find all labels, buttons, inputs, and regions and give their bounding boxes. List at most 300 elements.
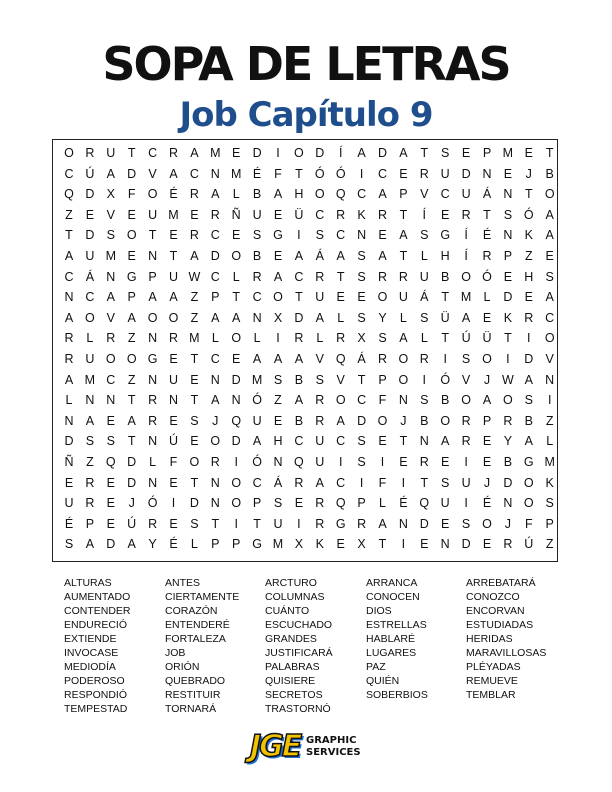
word-item: CUÁNTO <box>265 605 310 617</box>
grid-letter: O <box>294 146 304 160</box>
grid-letter: E <box>294 496 304 511</box>
word-item: PAZ <box>366 661 386 673</box>
grid-letter: A <box>545 228 554 243</box>
grid-letter: P <box>211 290 220 305</box>
grid-letter: A <box>106 290 115 305</box>
grid-letter: E <box>232 228 241 243</box>
grid-letter: R <box>377 207 388 222</box>
grid-letter: L <box>65 393 73 408</box>
grid-letter: U <box>252 413 262 428</box>
grid-letter: Á <box>85 269 95 284</box>
grid-letter: R <box>294 475 304 490</box>
grid-letter: M <box>105 249 116 263</box>
grid-letter: C <box>545 310 555 325</box>
grid-letter: M <box>168 207 179 222</box>
grid-letter: S <box>441 146 450 160</box>
grid-letter: T <box>378 537 387 552</box>
grid-letter: I <box>527 331 531 346</box>
grid-letter: L <box>211 331 219 346</box>
grid-letter: A <box>378 249 387 263</box>
grid-letter: Z <box>127 331 136 346</box>
logo-mark: JGE <box>250 729 301 764</box>
grid-letter: A <box>127 537 136 552</box>
word-column <box>466 576 576 702</box>
grid-letter: O <box>105 352 116 366</box>
grid-letter: N <box>148 372 158 387</box>
grid-letter: F <box>169 455 178 469</box>
grid-letter: E <box>503 269 513 284</box>
grid-letter: I <box>464 496 468 511</box>
grid-letter: E <box>545 249 554 263</box>
grid-letter: N <box>419 434 429 449</box>
grid-letter: Á <box>357 352 366 366</box>
grid-letter: R <box>315 413 325 428</box>
grid-letter: O <box>377 413 388 428</box>
grid-letter: D <box>294 310 304 325</box>
grid-letter: R <box>294 331 304 346</box>
word-item: ANTES <box>165 577 201 589</box>
grid-letter: Í <box>338 146 343 160</box>
grid-letter: Ó <box>314 166 325 181</box>
grid-letter: C <box>336 228 346 243</box>
word-item: CONOZCO <box>466 591 520 603</box>
grid-letter: A <box>378 187 387 202</box>
word-item: TORNARÁ <box>165 703 217 715</box>
grid-letter: Z <box>190 290 199 305</box>
grid-letter: S <box>190 413 199 428</box>
grid-letter: A <box>64 372 74 387</box>
grid-letter: O <box>273 290 283 305</box>
grid-letter: O <box>168 310 179 325</box>
grid-letter: P <box>482 146 492 160</box>
word-column <box>366 576 476 702</box>
grid-letter: R <box>419 352 429 366</box>
grid-letter: E <box>336 537 345 552</box>
grid-letter: A <box>545 290 554 305</box>
grid-letter: L <box>546 434 554 449</box>
grid-letter: A <box>106 166 115 181</box>
grid-letter: T <box>127 146 136 160</box>
grid-letter: M <box>189 331 200 346</box>
grid-letter: R <box>336 331 346 346</box>
grid-letter: R <box>64 331 74 346</box>
word-item: JOB <box>165 647 186 659</box>
grid-letter: T <box>169 249 178 263</box>
grid-letter: N <box>106 393 116 408</box>
grid-letter: S <box>420 310 429 325</box>
grid-letter: Ú <box>168 434 179 449</box>
word-item: RESTITUIR <box>165 689 221 701</box>
grid-letter: Ú <box>461 331 471 346</box>
grid-letter: Á <box>420 290 429 305</box>
grid-letter: G <box>252 537 262 552</box>
grid-letter: E <box>357 290 366 305</box>
grid-letter: S <box>357 434 366 449</box>
grid-letter: D <box>231 372 241 387</box>
logo-line1: GRAPHIC <box>306 735 357 746</box>
grid-letter: T <box>295 166 303 181</box>
grid-letter: R <box>398 269 408 284</box>
grid-letter: N <box>148 434 158 449</box>
grid-letter: A <box>148 290 157 305</box>
grid-letter: T <box>420 475 429 490</box>
word-item: TEMBLAR <box>466 689 516 701</box>
grid-letter: I <box>359 166 364 181</box>
grid-letter: U <box>315 290 325 305</box>
grid-letter: Ú <box>85 166 95 181</box>
grid-letter: Y <box>148 537 157 552</box>
word-item: TRASTORNÓ <box>265 703 331 715</box>
grid-letter: O <box>231 475 242 490</box>
grid-letter: F <box>378 475 387 490</box>
grid-letter: S <box>64 537 74 552</box>
grid-letter: C <box>336 434 346 449</box>
grid-letter: R <box>419 455 429 469</box>
grid-letter: R <box>85 146 95 160</box>
grid-letter: E <box>64 475 74 490</box>
grid-letter: S <box>545 496 554 511</box>
word-item: PODEROSO <box>64 675 125 687</box>
grid-letter: O <box>147 187 158 202</box>
grid-letter: L <box>337 310 345 325</box>
grid-letter: A <box>211 393 220 408</box>
grid-letter: N <box>168 393 179 408</box>
grid-letter: J <box>483 372 491 387</box>
grid-letter: Q <box>335 496 346 511</box>
grid-letter: A <box>524 372 533 387</box>
grid-letter: A <box>399 228 408 243</box>
grid-letter: L <box>420 249 428 263</box>
grid-letter: E <box>169 475 178 490</box>
grid-letter: E <box>482 310 492 325</box>
grid-letter: I <box>171 496 176 511</box>
word-item: DIOS <box>366 605 392 617</box>
grid-letter: I <box>297 516 301 531</box>
grid-letter: X <box>357 331 366 346</box>
grid-letter: B <box>252 187 262 202</box>
grid-letter: E <box>461 146 471 160</box>
grid-letter: B <box>420 413 429 428</box>
logo-text <box>306 735 361 759</box>
word-item: RESPONDIÓ <box>64 689 128 701</box>
grid-letter: O <box>398 352 409 366</box>
grid-letter: A <box>399 146 408 160</box>
grid-letter: U <box>85 352 95 366</box>
grid-letter: I <box>464 455 468 469</box>
grid-letter: O <box>461 393 471 408</box>
grid-letter: R <box>85 475 95 490</box>
grid-letter: N <box>398 516 408 531</box>
grid-letter: S <box>85 434 95 449</box>
grid-letter: R <box>148 516 158 531</box>
grid-letter: G <box>523 455 534 469</box>
grid-letter: D <box>252 146 262 160</box>
grid-letter: S <box>190 516 199 531</box>
grid-letter: R <box>377 352 388 366</box>
grid-letter: S <box>357 310 366 325</box>
grid-letter: R <box>168 146 179 160</box>
grid-letter: S <box>315 228 324 243</box>
grid-letter: A <box>524 434 533 449</box>
grid-letter: C <box>336 475 346 490</box>
grid-letter: E <box>106 516 115 531</box>
grid-letter: E <box>85 207 95 222</box>
word-item: CORAZÓN <box>165 605 218 617</box>
grid-letter: P <box>232 537 241 552</box>
word-item: GRANDES <box>265 633 317 645</box>
grid-letter: S <box>273 372 283 387</box>
grid-letter: B <box>441 269 450 284</box>
grid-letter: O <box>335 393 346 408</box>
grid-letter: U <box>419 269 429 284</box>
grid-letter: C <box>64 269 74 284</box>
grid-letter: V <box>148 166 157 181</box>
word-item: ESTRELLAS <box>366 619 427 631</box>
grid-letter: H <box>273 434 283 449</box>
grid-letter: C <box>252 475 262 490</box>
grid-letter: T <box>190 475 199 490</box>
grid-letter: T <box>399 207 408 222</box>
grid-letter: J <box>212 413 219 428</box>
word-item: COLUMNAS <box>265 591 325 603</box>
grid-letter: T <box>190 393 199 408</box>
grid-letter: W <box>188 269 201 284</box>
word-item: LUGARES <box>366 647 417 659</box>
grid-letter: T <box>399 249 408 263</box>
grid-letter: O <box>461 269 471 284</box>
grid-letter: U <box>315 455 325 469</box>
grid-letter: T <box>295 290 303 305</box>
grid-letter: A <box>64 310 74 325</box>
word-item: EXTIENDE <box>64 633 117 645</box>
grid-letter: C <box>210 269 220 284</box>
grid-letter: N <box>64 413 74 428</box>
grid-letter: É <box>482 496 492 511</box>
grid-letter: R <box>189 228 199 243</box>
grid-letter: S <box>524 393 533 408</box>
grid-letter: A <box>357 146 366 160</box>
grid-letter: A <box>273 187 283 202</box>
grid-letter: A <box>545 207 554 222</box>
grid-letter: R <box>336 207 346 222</box>
word-item: HERIDAS <box>466 633 513 645</box>
word-item: ORIÓN <box>165 661 200 673</box>
grid-letter: A <box>127 310 136 325</box>
grid-letter: A <box>127 413 136 428</box>
grid-letter: O <box>147 310 158 325</box>
grid-letter: O <box>126 228 137 243</box>
grid-letter: R <box>357 516 367 531</box>
grid-letter: O <box>126 352 137 366</box>
grid-letter: Ó <box>147 496 158 511</box>
grid-letter: Z <box>190 310 199 325</box>
grid-letter: É <box>169 537 178 552</box>
word-item: MARAVILLOSAS <box>466 647 547 659</box>
grid-letter: L <box>379 496 386 511</box>
grid-letter: M <box>502 146 514 160</box>
grid-letter: P <box>357 496 366 511</box>
grid-letter: E <box>106 413 115 428</box>
grid-letter: E <box>482 537 492 552</box>
grid-letter: E <box>420 537 429 552</box>
grid-letter: Y <box>378 310 387 325</box>
grid-letter: C <box>210 228 220 243</box>
grid-letter: I <box>401 475 406 490</box>
grid-letter: I <box>401 537 406 552</box>
letter-grid <box>52 139 558 562</box>
grid-letter: D <box>85 187 95 202</box>
word-item: TEMPESTAD <box>64 703 128 715</box>
word-column <box>165 576 275 716</box>
grid-letter: T <box>148 228 157 243</box>
grid-letter: P <box>482 413 492 428</box>
grid-letter: N <box>482 166 492 181</box>
grid-letter: E <box>336 290 345 305</box>
grid-letter: D <box>315 146 325 160</box>
grid-letter: N <box>503 187 513 202</box>
logo-line2: SERVICES <box>306 747 361 758</box>
grid-letter: Ü <box>440 310 450 325</box>
word-item: CONOCEN <box>366 591 420 603</box>
grid-letter: M <box>84 372 96 387</box>
grid-letter: T <box>190 352 199 366</box>
grid-letter: E <box>441 516 450 531</box>
grid-letter: C <box>440 187 450 202</box>
word-item: ESTUDIADAS <box>466 619 534 631</box>
grid-letter: A <box>315 475 324 490</box>
grid-letter: Ó <box>252 393 262 408</box>
grid-letter: B <box>524 413 533 428</box>
grid-letter: O <box>64 146 74 160</box>
grid-letter: X <box>357 537 366 552</box>
grid-letter: P <box>127 290 136 305</box>
grid-letter: P <box>252 496 262 511</box>
grid-letter: R <box>482 249 492 263</box>
grid-letter: C <box>252 290 262 305</box>
grid-letter: E <box>106 475 115 490</box>
word-item: HABLARÉ <box>366 633 416 645</box>
grid-letter: B <box>441 393 450 408</box>
grid-letter: P <box>378 372 387 387</box>
grid-letter: A <box>273 269 283 284</box>
grid-letter: S <box>545 269 554 284</box>
grid-letter: A <box>336 413 345 428</box>
word-item: PLÉYADAS <box>466 661 521 673</box>
page-subtitle: Job Capítulo 9 <box>179 95 433 135</box>
grid-letter: A <box>336 249 345 263</box>
grid-letter: D <box>85 228 95 243</box>
grid-letter: L <box>86 331 94 346</box>
grid-letter: D <box>357 413 367 428</box>
grid-letter: O <box>523 496 534 511</box>
grid-letter: M <box>230 166 242 181</box>
grid-letter: W <box>501 372 514 387</box>
grid-letter: K <box>357 207 366 222</box>
grid-letter: I <box>443 352 447 366</box>
grid-letter: Ó <box>523 207 534 222</box>
grid-letter: C <box>294 434 304 449</box>
grid-letter: R <box>148 393 158 408</box>
grid-letter: E <box>399 166 408 181</box>
grid-letter: V <box>461 372 471 387</box>
grid-letter: U <box>85 249 95 263</box>
grid-letter: E <box>190 434 199 449</box>
grid-letter: N <box>545 372 555 387</box>
word-item: CIERTAMENTE <box>165 591 240 603</box>
grid-letter: A <box>294 352 304 366</box>
grid-letter: R <box>461 413 471 428</box>
grid-letter: I <box>234 516 238 531</box>
grid-letter: E <box>378 434 387 449</box>
grid-letter: I <box>506 352 510 366</box>
grid-letter: A <box>169 166 178 181</box>
grid-letter: E <box>232 352 241 366</box>
grid-letter: E <box>273 207 283 222</box>
grid-letter: J <box>525 166 532 181</box>
word-column <box>64 576 174 716</box>
grid-letter: N <box>210 475 220 490</box>
grid-letter: S <box>461 352 471 366</box>
grid-letter: G <box>147 352 158 366</box>
grid-letter: U <box>64 496 74 511</box>
grid-letter: A <box>85 413 95 428</box>
grid-letter: R <box>252 269 262 284</box>
grid-letter: A <box>190 146 199 160</box>
grid-letter: A <box>252 434 262 449</box>
grid-letter: L <box>420 331 428 346</box>
grid-letter: D <box>377 146 388 160</box>
grid-letter: J <box>128 496 135 511</box>
grid-letter: B <box>503 455 513 469</box>
grid-letter: A <box>315 310 324 325</box>
grid-letter: U <box>461 475 471 490</box>
grid-letter: T <box>253 516 261 531</box>
grid-letter: U <box>398 290 408 305</box>
grid-letter: J <box>483 475 491 490</box>
grid-letter: E <box>524 146 533 160</box>
grid-letter: A <box>294 393 304 408</box>
grid-letter: Í <box>464 228 468 243</box>
grid-letter: V <box>336 372 345 387</box>
grid-letter: D <box>127 166 137 181</box>
grid-letter: D <box>461 166 471 181</box>
word-item: ENDURECIÓ <box>64 619 128 631</box>
grid-letter: R <box>315 496 325 511</box>
grid-letter: U <box>148 207 158 222</box>
grid-letter: G <box>273 228 283 243</box>
grid-letter: A <box>232 310 241 325</box>
grid-letter: I <box>276 146 280 160</box>
grid-letter: Q <box>105 455 116 469</box>
grid-letter: P <box>85 516 95 531</box>
grid-letter: T <box>441 290 449 305</box>
grid-letter: I <box>297 228 301 243</box>
grid-letter: N <box>440 537 450 552</box>
grid-letter: É <box>252 166 262 181</box>
grid-letter: Á <box>315 249 324 263</box>
grid-letter: R <box>503 413 513 428</box>
grid-letter: P <box>503 249 513 263</box>
grid-letter: L <box>316 331 324 346</box>
grid-letter: N <box>64 290 74 305</box>
grid-letter: D <box>524 352 534 366</box>
grid-letter: D <box>106 537 116 552</box>
grid-letter: T <box>357 372 366 387</box>
grid-letter: B <box>294 372 304 387</box>
grid-letter: Ñ <box>231 207 241 222</box>
word-item: SOBERBIOS <box>366 689 428 701</box>
grid-letter: A <box>294 249 304 263</box>
